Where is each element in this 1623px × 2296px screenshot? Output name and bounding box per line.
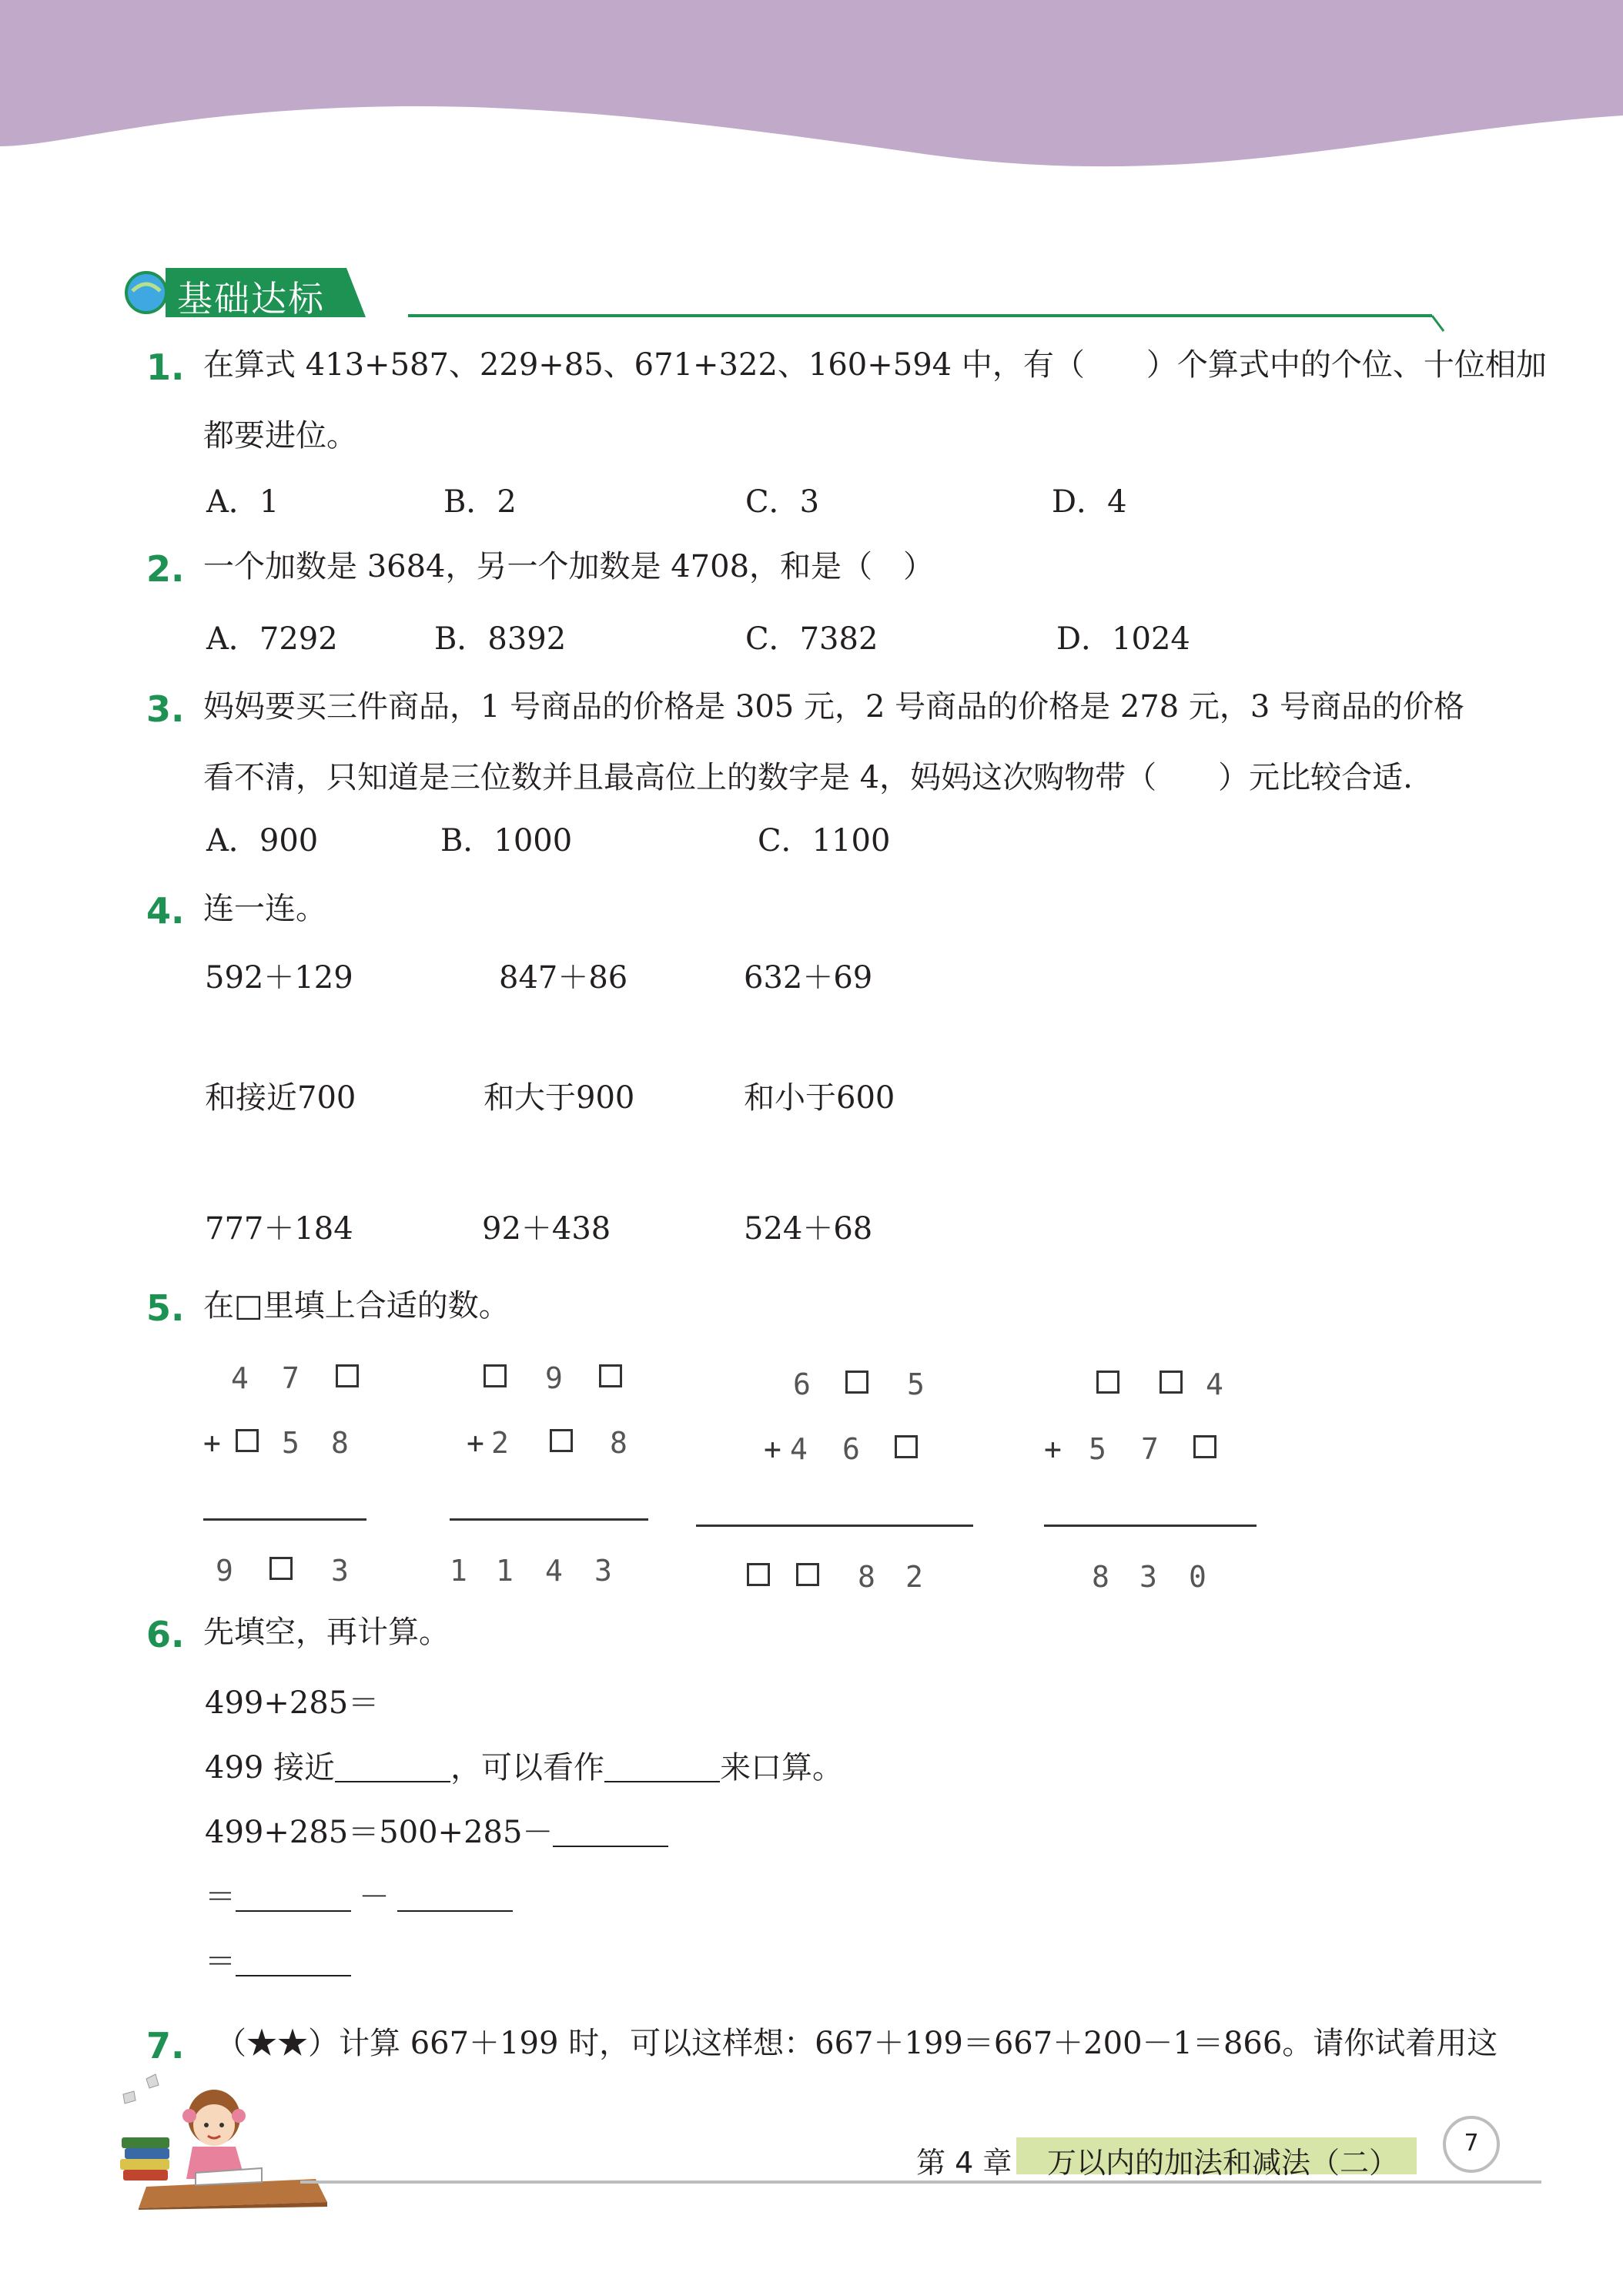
addend-digit: 4 — [231, 1361, 249, 1395]
equation-text: 499+285＝500+285－ — [205, 1815, 554, 1850]
addend-digit: 8 — [610, 1426, 627, 1460]
question-text: 妈妈要买三件商品，1 号商品的价格是 305 元，2 号商品的价格是 278 元，3 号商品的价格 — [203, 689, 1465, 725]
sum-digit: 0 — [1189, 1560, 1206, 1594]
question-number: 5. — [146, 1287, 185, 1329]
fill-text: 来口算。 — [720, 1750, 844, 1786]
addend-digit: 7 — [1141, 1432, 1159, 1466]
sum-digit: 1 — [450, 1554, 467, 1588]
option-b[interactable]: B．2 — [443, 484, 517, 520]
blank-box[interactable] — [269, 1557, 293, 1580]
sum-digit: 4 — [545, 1554, 563, 1588]
fill-line — [205, 1817, 668, 1848]
addend-digit: 6 — [793, 1367, 811, 1401]
addend-digit: 5 — [907, 1367, 925, 1401]
option-b[interactable]: B．8392 — [434, 621, 567, 657]
section-title: 基础达标 — [177, 278, 325, 320]
question-text: 一个加数是 3684，另一个加数是 4708，和是（ ） — [203, 549, 935, 584]
question-number: 3. — [146, 688, 185, 730]
addend-digit: 4 — [1206, 1367, 1223, 1401]
globe-icon — [126, 273, 166, 313]
answer-blank[interactable] — [604, 1755, 720, 1782]
answer-blank[interactable] — [335, 1755, 450, 1782]
question-title: 先填空，再计算。 — [203, 1615, 450, 1650]
match-expression[interactable]: 632＋69 — [744, 960, 873, 996]
sum-digit: 2 — [905, 1560, 923, 1594]
blank-box[interactable] — [599, 1364, 622, 1387]
top-wave-banner — [0, 0, 1623, 177]
fill-line — [205, 1750, 844, 1786]
option-c[interactable]: C．1100 — [758, 823, 891, 858]
option-c[interactable]: C．7382 — [745, 621, 878, 657]
question-number: 4. — [146, 890, 185, 932]
addend-digit: 5 — [282, 1426, 300, 1460]
fill-text: ，可以看作 — [450, 1750, 605, 1786]
option-d[interactable]: D．4 — [1052, 484, 1127, 520]
match-expression[interactable]: 847＋86 — [499, 960, 628, 996]
blank-box[interactable] — [550, 1429, 573, 1452]
sum-line — [450, 1518, 648, 1521]
fill-line — [205, 1879, 513, 1915]
chapter-label: 第 4 章 — [916, 2146, 1012, 2180]
blank-box[interactable] — [236, 1429, 259, 1452]
question-text: 看不清，只知道是三位数并且最高位上的数字是 4，妈妈这次购物带（ ）元比较合适. — [203, 760, 1413, 795]
answer-blank[interactable] — [236, 1884, 351, 1912]
answer-blank[interactable] — [553, 1819, 668, 1847]
option-b[interactable]: B．1000 — [440, 823, 573, 858]
option-a[interactable]: A．7292 — [206, 621, 338, 657]
addend-digit: 9 — [545, 1361, 563, 1395]
question-text: （★★）计算 667＋199 时，可以这样想：667＋199＝667＋200－1＝866。请你试着用这 — [216, 2026, 1498, 2061]
addend-digit: 5 — [1089, 1432, 1106, 1466]
blank-box[interactable] — [845, 1371, 868, 1394]
answer-blank[interactable] — [236, 1949, 351, 1976]
reading-girl-illustration — [115, 2071, 331, 2210]
sum-digit: 8 — [858, 1560, 875, 1594]
sum-digit: 3 — [331, 1554, 349, 1588]
question-number: 6. — [146, 1614, 185, 1655]
equation-line: 499+285＝ — [205, 1685, 380, 1721]
sum-line — [696, 1525, 973, 1527]
question-number: 1. — [146, 346, 185, 388]
match-expression[interactable]: 592＋129 — [205, 960, 353, 996]
answer-blank[interactable] — [397, 1884, 513, 1912]
equals-sign: ＝ — [205, 1944, 236, 1980]
addend-digit: 7 — [282, 1361, 300, 1395]
sum-digit: 3 — [594, 1554, 612, 1588]
blank-box[interactable] — [484, 1364, 507, 1387]
option-a[interactable]: A．1 — [206, 484, 279, 520]
match-expression[interactable]: 777＋184 — [205, 1211, 353, 1247]
sum-digit: 3 — [1139, 1560, 1157, 1594]
blank-box[interactable] — [1193, 1435, 1216, 1458]
plus-sign: + — [764, 1432, 781, 1466]
addend-digit: 8 — [331, 1426, 349, 1460]
option-d[interactable]: D．1024 — [1056, 621, 1190, 657]
question-title: 连一连。 — [203, 891, 326, 926]
question-number: 2. — [146, 548, 185, 590]
question-title: 在□里填上合适的数。 — [203, 1288, 510, 1324]
page-number: 7 — [1464, 2130, 1479, 2157]
blank-box[interactable] — [1160, 1371, 1183, 1394]
plus-sign: + — [203, 1426, 221, 1460]
addend-digit: 2 — [491, 1426, 509, 1460]
blank-box[interactable] — [747, 1563, 770, 1586]
option-a[interactable]: A．900 — [206, 823, 319, 858]
sum-digit: 9 — [216, 1554, 233, 1588]
question-number: 7. — [146, 2025, 185, 2067]
addend-digit: 6 — [842, 1432, 860, 1466]
sum-line — [1044, 1525, 1257, 1527]
footer-divider — [300, 2181, 1541, 2184]
plus-sign: + — [467, 1426, 484, 1460]
sum-digit: 8 — [1092, 1560, 1109, 1594]
option-c[interactable]: C．3 — [745, 484, 820, 520]
blank-box[interactable] — [796, 1563, 819, 1586]
equals-sign: ＝ — [205, 1879, 236, 1915]
match-expression[interactable]: 524＋68 — [744, 1211, 873, 1247]
question-text: 都要进位。 — [203, 418, 357, 454]
match-expression[interactable]: 92＋438 — [482, 1211, 611, 1247]
fill-line — [205, 1944, 351, 1980]
match-target[interactable]: 和大于900 — [484, 1080, 635, 1116]
chapter-title: 万以内的加法和减法（二） — [1047, 2146, 1399, 2180]
blank-box[interactable] — [895, 1435, 918, 1458]
blank-box[interactable] — [1096, 1371, 1119, 1394]
blank-box[interactable] — [336, 1364, 359, 1387]
fill-text: 499 接近 — [205, 1750, 336, 1786]
match-target[interactable]: 和接近700 — [205, 1080, 356, 1116]
sum-line — [203, 1518, 366, 1521]
sum-digit: 1 — [496, 1554, 514, 1588]
plus-sign: + — [1044, 1432, 1062, 1466]
match-target[interactable]: 和小于600 — [744, 1080, 895, 1116]
minus-sign: － — [359, 1879, 390, 1915]
question-text: 在算式 413+587、229+85、671+322、160+594 中，有（ ）个算式中的个位、十位相加 — [203, 347, 1547, 383]
addend-digit: 4 — [790, 1432, 808, 1466]
